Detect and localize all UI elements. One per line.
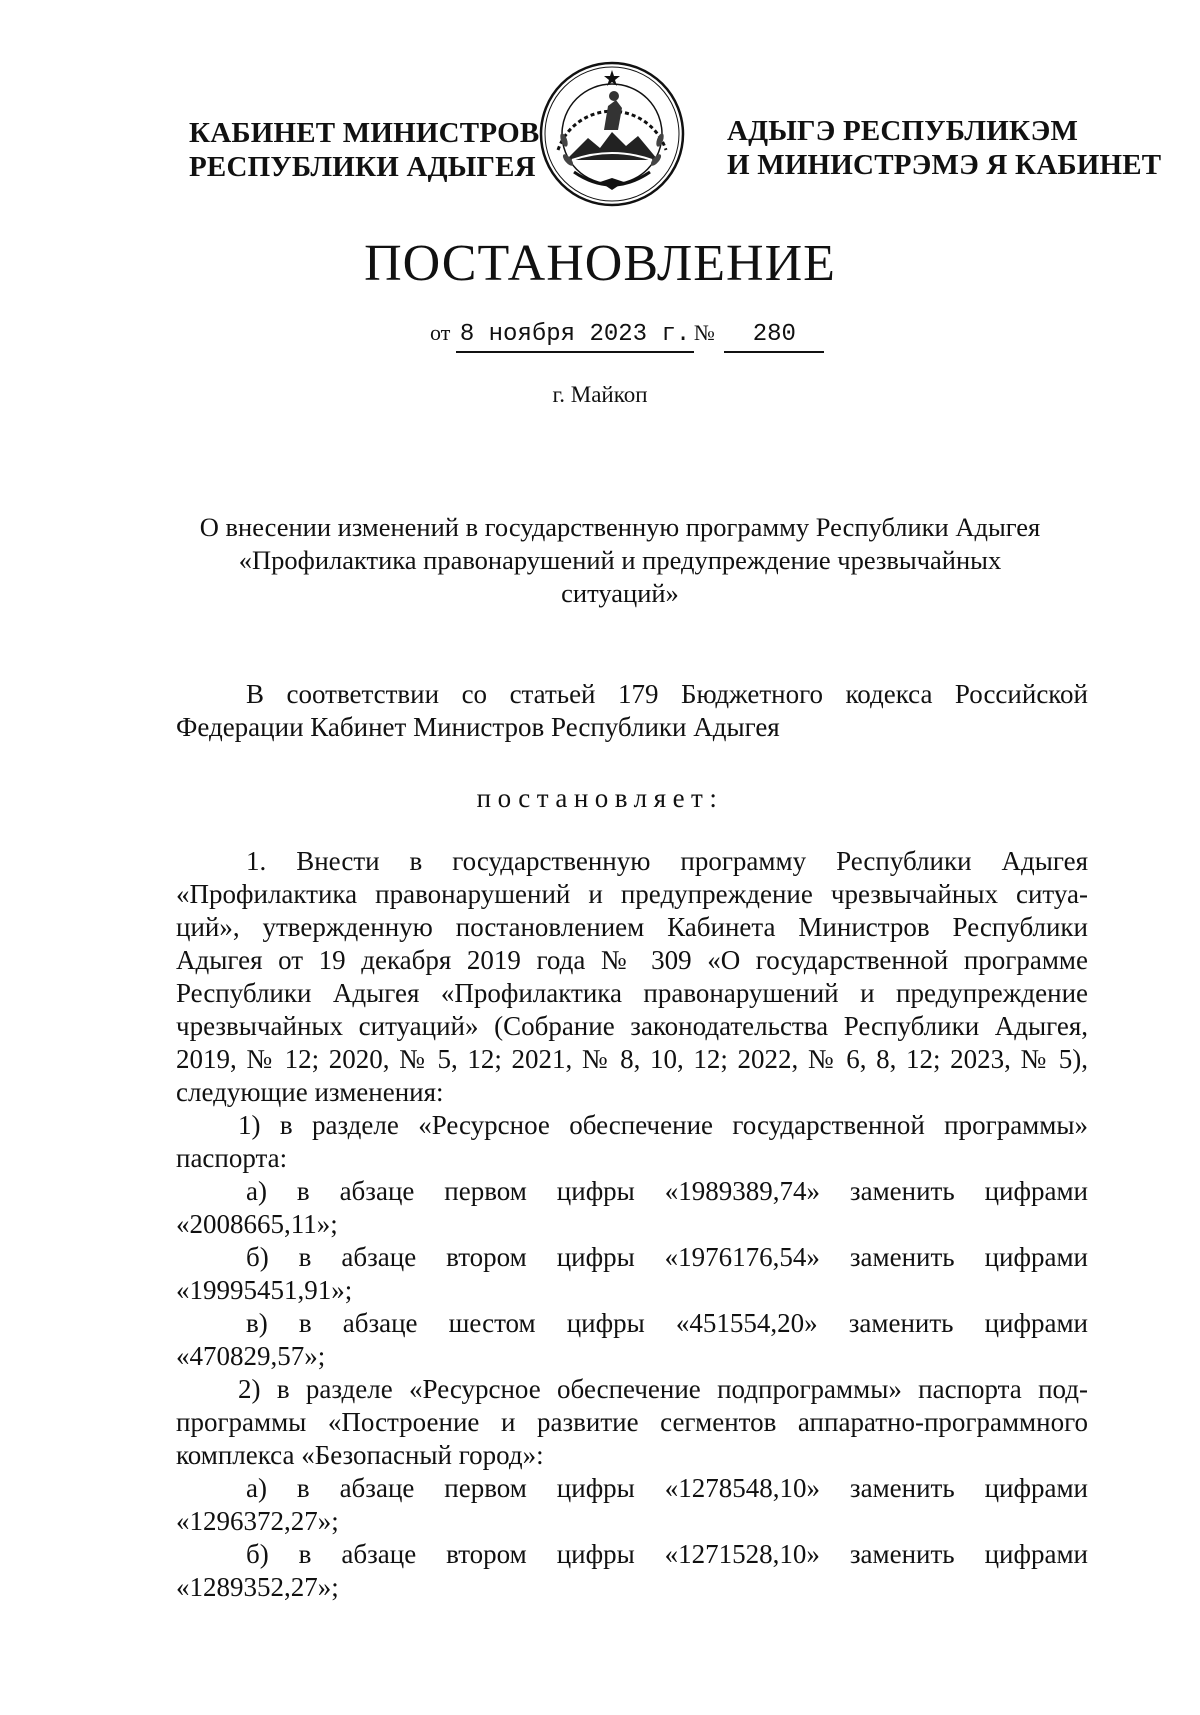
body-line: 1. Внести в государственную программу Республики Адыгея — [246, 846, 1088, 876]
date-label: от — [430, 320, 451, 345]
body-line: а) в абзаце первом цифры «1989389,74» заменить цифрами — [246, 1176, 1088, 1206]
body-line: программы «Построение и развитие сегментов аппаратно-программного — [176, 1407, 1088, 1437]
issuer-line: КАБИНЕТ МИНИСТРОВ — [189, 117, 540, 149]
issuer-line: И МИНИСТРЭМЭ Я КАБИНЕТ — [727, 149, 1162, 181]
body-line: в) в абзаце шестом цифры «451554,20» заменить цифрами — [246, 1308, 1088, 1338]
resolution-body — [176, 845, 1088, 1604]
body-line: 2019, № 12; 2020, № 5, 12; 2021, № 8, 10, 12; 2022, № 6, 8, 12; 2023, № 5), — [176, 1044, 1088, 1074]
document-number: 280 — [724, 320, 824, 353]
body-line: а) в абзаце первом цифры «1278548,10» заменить цифрами — [246, 1473, 1088, 1503]
body-line: 1) в разделе «Ресурсное обеспечение государственной программы» — [238, 1110, 1088, 1140]
body-line: «1289352,27»; — [176, 1572, 339, 1602]
body-line: «19995451,91»; — [176, 1275, 353, 1305]
body-line: Республики Адыгея «Профилактика правонарушений и предупреждение — [176, 978, 1088, 1008]
body-line: Адыгея от 19 декабря 2019 года № 309 «О государственной программе — [176, 945, 1088, 975]
number-label: № — [693, 320, 715, 345]
subject-line: «Профилактика правонарушений и предупреждение чрезвычайных — [238, 545, 1002, 575]
resolves-keyword: постановляет: — [476, 783, 724, 813]
body-line: б) в абзаце втором цифры «1271528,10» заменить цифрами — [246, 1539, 1088, 1569]
issuer-line: АДЫГЭ РЕСПУБЛИКЭМ — [727, 115, 1079, 147]
document-date: 8 ноября 2023 г. — [456, 320, 694, 353]
issuer-line: РЕСПУБЛИКИ АДЫГЕЯ — [189, 151, 536, 183]
body-line: «Профилактика правонарушений и предупреждение чрезвычайных ситуа- — [176, 879, 1088, 909]
body-line: «1296372,27»; — [176, 1506, 339, 1536]
body-line: комплекса «Безопасный город»: — [176, 1440, 544, 1470]
preamble-line: Федерации Кабинет Министров Республики Адыгея — [176, 712, 780, 742]
body-line: паспорта: — [176, 1143, 288, 1173]
preamble-line: В соответствии со статьей 179 Бюджетного кодекса Российской — [246, 679, 1088, 709]
body-line: чрезвычайных ситуаций» (Собрание законодательства Республики Адыгея, — [176, 1011, 1088, 1041]
document-dateline — [430, 318, 824, 353]
body-line: «470829,57»; — [176, 1341, 326, 1371]
body-line: ций», утвержденную постановлением Кабинета Министров Республики — [176, 912, 1088, 942]
preamble — [176, 678, 1088, 744]
document-city: г. Майкоп — [552, 382, 648, 407]
body-line: «2008665,11»; — [176, 1209, 338, 1239]
subject-line: ситуаций» — [561, 578, 679, 608]
republic-adygea-coat-of-arms-icon — [538, 60, 686, 208]
document-title: ПОСТАНОВЛЕНИЕ — [364, 235, 836, 292]
document-subject — [170, 511, 1070, 610]
issuer-name-adyghe — [727, 114, 1161, 182]
body-line: 2) в разделе «Ресурсное обеспечение подпрограммы» паспорта под- — [238, 1374, 1088, 1404]
issuer-name-russian — [189, 116, 539, 184]
body-line: б) в абзаце втором цифры «1976176,54» заменить цифрами — [246, 1242, 1088, 1272]
body-line: следующие изменения: — [176, 1077, 444, 1107]
subject-line: О внесении изменений в государственную программу Республики Адыгея — [199, 512, 1041, 542]
